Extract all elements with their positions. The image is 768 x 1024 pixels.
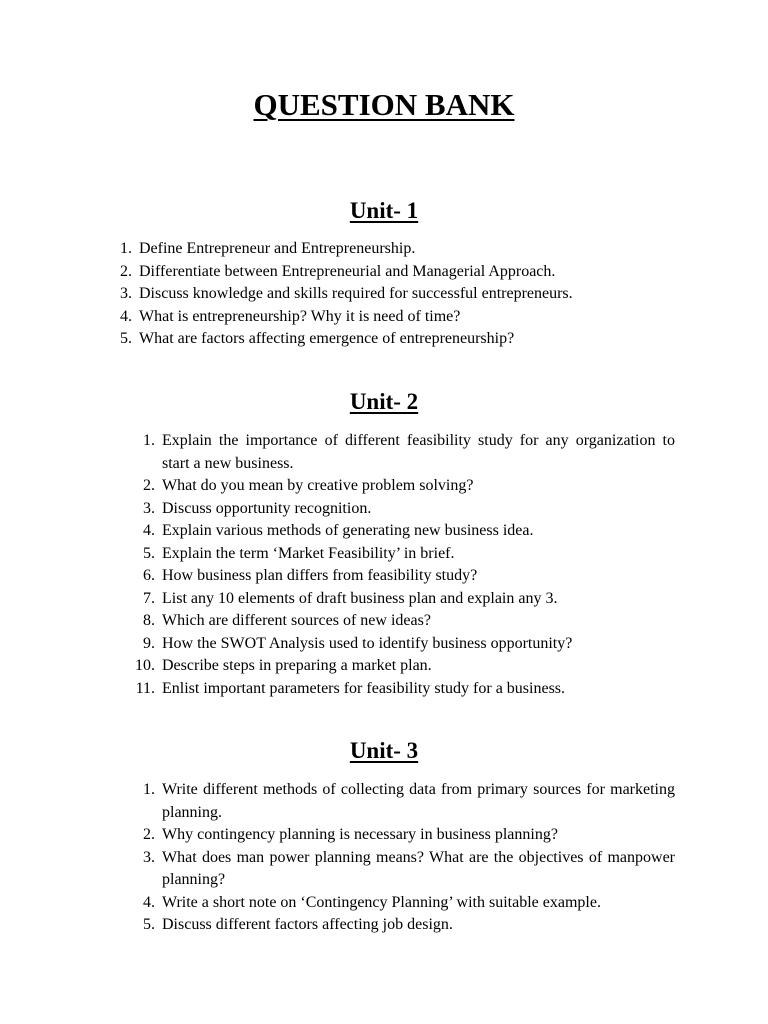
question-text: Discuss different factors affecting job design.	[162, 916, 453, 933]
question-item	[112, 261, 672, 284]
question-number: 4.	[120, 307, 132, 325]
question-number: 5.	[143, 544, 155, 562]
question-number: 1.	[143, 432, 155, 449]
question-number: 7.	[143, 589, 155, 607]
question-text: Describe steps in preparing a market plan.	[162, 657, 432, 674]
question-number: 2.	[143, 826, 155, 843]
question-number: 5.	[120, 330, 132, 347]
question-text: Enlist important parameters for feasibility study for a business.	[162, 679, 566, 697]
question-text: Explain various methods of generating new business idea.	[162, 522, 534, 539]
question-item	[112, 328, 672, 351]
question-item	[135, 779, 675, 824]
question-item	[135, 565, 675, 588]
question-item	[135, 543, 675, 566]
question-number: 5.	[143, 916, 155, 933]
unit-3-heading: Unit- 3	[349, 738, 419, 763]
question-item	[135, 847, 675, 892]
question-text: Differentiate between Entrepreneurial and Managerial Approach.	[139, 262, 556, 280]
question-item	[135, 655, 675, 678]
question-text: What are factors affecting emergence of entrepreneurship?	[139, 330, 515, 347]
question-item	[135, 588, 675, 611]
question-text: How business plan differs from feasibility study?	[162, 567, 478, 584]
question-item	[135, 498, 675, 521]
question-text: How the SWOT Analysis used to identify business opportunity?	[162, 634, 573, 652]
question-item	[112, 238, 672, 261]
question-number: 10.	[135, 657, 155, 674]
question-text: What is entrepreneurship? Why it is need of time?	[139, 307, 461, 325]
question-number: 3.	[143, 848, 155, 866]
unit-2-question-list	[135, 430, 675, 700]
question-text: List any 10 elements of draft business plan and explain any 3.	[162, 589, 558, 607]
question-text: Explain the importance of different feasibility study for any organization to start a new business.	[162, 432, 675, 472]
question-item	[135, 678, 675, 701]
question-text: Discuss opportunity recognition.	[162, 499, 372, 517]
question-item	[135, 892, 675, 915]
question-item	[135, 633, 675, 656]
question-text: Write different methods of collecting data from primary sources for marketing planning.	[162, 781, 675, 821]
question-item	[135, 824, 675, 847]
question-number: 9.	[143, 634, 155, 652]
question-item	[135, 610, 675, 633]
question-text: Write a short note on ‘Contingency Planning’ with suitable example.	[162, 893, 601, 911]
unit-1-question-list	[112, 238, 672, 351]
question-text: Explain the term ‘Market Feasibility’ in brief.	[162, 544, 455, 562]
question-number: 4.	[143, 893, 155, 911]
question-item	[112, 306, 672, 329]
question-number: 8.	[143, 612, 155, 629]
question-number: 2.	[120, 262, 132, 280]
unit-1-heading: Unit- 1	[349, 198, 419, 223]
question-text: Why contingency planning is necessary in business planning?	[162, 826, 558, 843]
question-number: 4.	[143, 522, 155, 539]
question-item	[135, 430, 675, 475]
question-number: 2.	[143, 477, 155, 494]
question-text: What does man power planning means? What are the objectives of manpower planning?	[162, 848, 675, 888]
question-number: 1.	[143, 781, 155, 798]
question-item	[112, 283, 672, 306]
question-text: Which are different sources of new ideas?	[162, 612, 431, 629]
question-text: What do you mean by creative problem solving?	[162, 477, 474, 494]
unit-3-question-list	[135, 779, 675, 937]
question-item	[135, 914, 675, 937]
question-text: Discuss knowledge and skills required for successful entrepreneurs.	[139, 285, 573, 302]
question-number: 3.	[143, 499, 155, 517]
page-title: QUESTION BANK	[253, 87, 515, 122]
question-item	[135, 475, 675, 498]
question-text: Define Entrepreneur and Entrepreneurship.	[139, 240, 416, 257]
question-item	[135, 520, 675, 543]
question-number: 3.	[120, 285, 132, 302]
question-number: 1.	[120, 240, 132, 257]
question-number: 11.	[135, 679, 155, 697]
question-number: 6.	[143, 567, 155, 584]
unit-2-heading: Unit- 2	[349, 389, 419, 414]
